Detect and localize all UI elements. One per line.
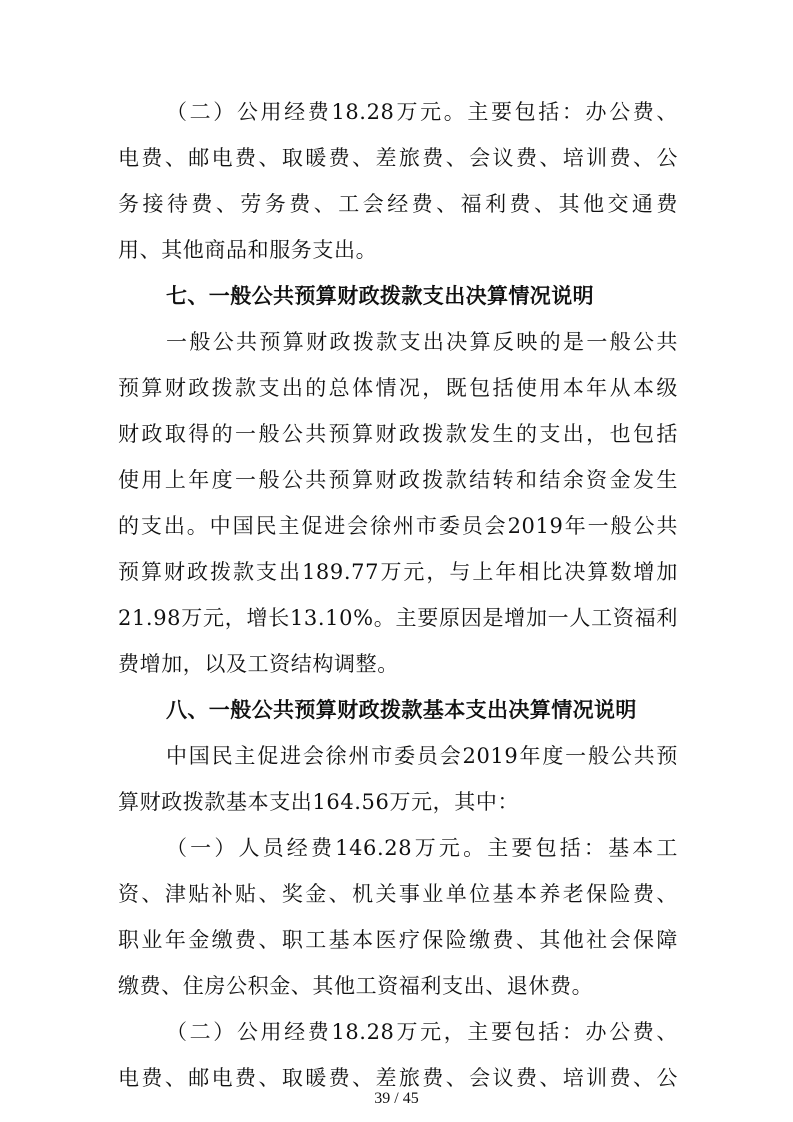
paragraph-line: 财政取得的一般公共预算财政拨款发生的支出，也包括 — [118, 422, 678, 446]
paragraph-line: （一）人员经费146.28万元。主要包括：基本工 — [166, 836, 678, 860]
paragraph-line: 职业年金缴费、职工基本医疗保险缴费、其他社会保障 — [118, 928, 678, 952]
paragraph-line: 缴费、住房公积金、其他工资福利支出、退休费。 — [118, 974, 594, 998]
paragraph-line: 务接待费、劳务费、工会经费、福利费、其他交通费 — [118, 192, 678, 216]
paragraph-line: 的支出。中国民主促进会徐州市委员会2019年一般公共 — [118, 514, 678, 538]
paragraph-line: 21.98万元，增长13.10%。主要原因是增加一人工资福利 — [118, 606, 678, 630]
paragraph-line: 用、其他商品和服务支出。 — [118, 238, 378, 262]
paragraph-line: 资、津贴补贴、奖金、机关事业单位基本养老保险费、 — [118, 882, 678, 906]
paragraph-line: 预算财政拨款支出的总体情况，既包括使用本年从本级 — [118, 376, 678, 400]
paragraph-line: 电费、邮电费、取暖费、差旅费、会议费、培训费、公 — [118, 1066, 678, 1090]
page-number: 39 / 45 — [374, 1090, 419, 1107]
paragraph-line: 电费、邮电费、取暖费、差旅费、会议费、培训费、公 — [118, 146, 678, 170]
paragraph-line: 算财政拨款基本支出164.56万元，其中： — [118, 790, 520, 814]
paragraph-line: 一般公共预算财政拨款支出决算反映的是一般公共 — [166, 330, 678, 354]
paragraph-line: 使用上年度一般公共预算财政拨款结转和结余资金发生 — [118, 468, 678, 492]
section-heading: 七、一般公共预算财政拨款支出决算情况说明 — [166, 284, 594, 308]
paragraph-line: 费增加，以及工资结构调整。 — [118, 652, 399, 676]
paragraph-line: 预算财政拨款支出189.77万元，与上年相比决算数增加 — [118, 560, 678, 584]
paragraph-line: 中国民主促进会徐州市委员会2019年度一般公共预 — [166, 744, 678, 768]
section-heading: 八、一般公共预算财政拨款基本支出决算情况说明 — [166, 698, 637, 722]
paragraph-line: （二）公用经费18.28万元，主要包括：办公费、 — [166, 1020, 678, 1044]
paragraph-line: （二）公用经费18.28万元。主要包括：办公费、 — [166, 100, 678, 124]
